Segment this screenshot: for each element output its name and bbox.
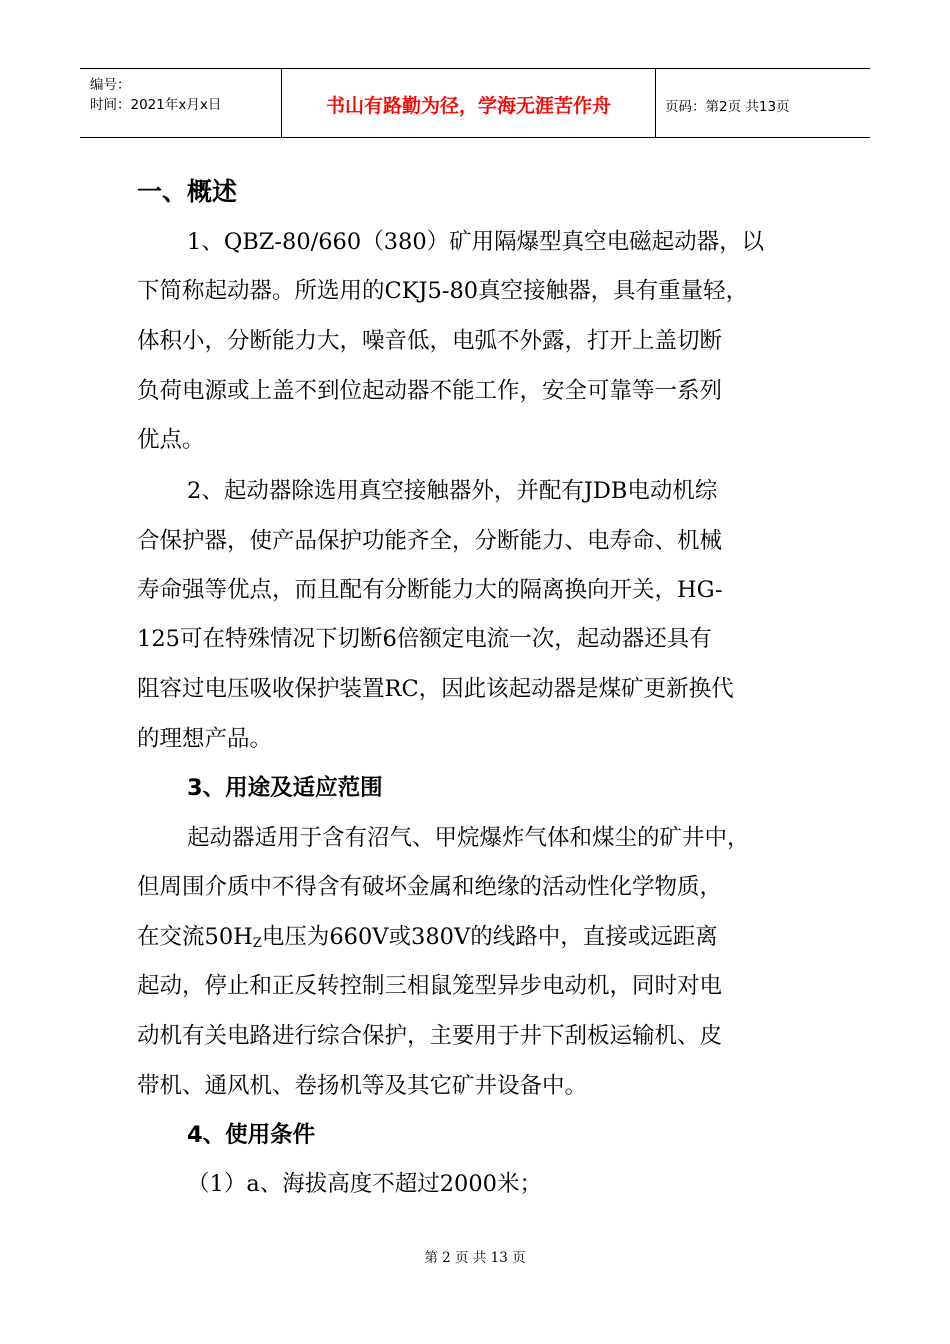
paragraph-line: 的理想产品。	[137, 726, 273, 752]
paragraph-line: 体积小，分断能力大，噪音低，电弧不外露，打开上盖切断	[137, 328, 723, 354]
subsection-title: 4、使用条件	[187, 1122, 316, 1148]
document-header	[80, 68, 870, 138]
paragraph-line: 125可在特殊情况下切断6倍额定电流一次，起动器还具有	[137, 626, 712, 652]
header-page-cell	[655, 69, 870, 137]
paragraph-line: 优点。	[137, 427, 205, 453]
paragraph-line: 1、QBZ-80/660（380）矿用隔爆型真空电磁起动器，以	[187, 229, 765, 255]
header-meta	[80, 69, 281, 137]
code-label: 编号：	[90, 77, 131, 93]
paragraph-line: （1）a、海拔高度不超过2000米；	[187, 1171, 542, 1197]
paragraph-line: 下简称起动器。所选用的CKJ5-80真空接触器，具有重量轻，	[137, 278, 749, 304]
paragraph-line: 带机、通风机、卷扬机等及其它矿井设备中。	[137, 1073, 588, 1099]
paragraph-line: 但周围介质中不得含有破坏金属和绝缘的活动性化学物质，	[137, 874, 723, 900]
page-footer: 第 2 页 共 13 页	[424, 1250, 526, 1266]
paragraph-line: 起动器适用于含有沼气、甲烷爆炸气体和煤尘的矿井中，	[187, 825, 750, 851]
subscript: Z	[252, 936, 262, 951]
section-title: 一、概述	[137, 177, 238, 206]
text-run: 在交流50H	[137, 924, 253, 950]
paragraph-line: 起动，停止和正反转控制三相鼠笼型异步电动机，同时对电	[137, 973, 723, 999]
paragraph-line: 寿命强等优点，而且配有分断能力大的隔离换向开关，HG-	[137, 577, 723, 603]
paragraph-line	[137, 919, 837, 951]
subsection-title: 3、用途及适应范围	[187, 775, 383, 801]
text-run: 电压为660V或380V的线路中，直接或远距离	[261, 924, 718, 950]
page-info: 页码：第2页 共13页	[665, 99, 790, 115]
paragraph-line: 负荷电源或上盖不到位起动器不能工作，安全可靠等一系列	[137, 378, 723, 404]
header-motto-cell	[281, 69, 656, 137]
time-label: 时间：2021年x月x日	[90, 97, 222, 113]
paragraph-line: 动机有关电路进行综合保护，主要用于井下刮板运输机、皮	[137, 1023, 723, 1049]
paragraph-line: 2、起动器除选用真空接触器外，并配有JDB电动机综	[187, 478, 718, 504]
motto-text: 书山有路勤为径，学海无涯苦作舟	[325, 95, 611, 117]
paragraph-line: 阻容过电压吸收保护装置RC，因此该起动器是煤矿更新换代	[137, 676, 734, 702]
paragraph-line: 合保护器，使产品保护功能齐全，分断能力、电寿命、机械	[137, 528, 723, 554]
